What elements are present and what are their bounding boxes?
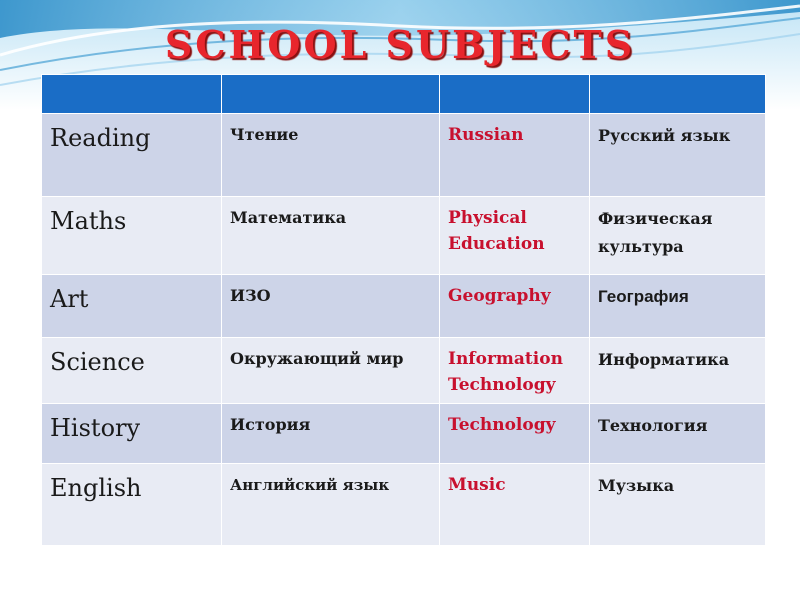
subject-russian: Физическая культура [590, 197, 766, 275]
subject-russian: Информатика [590, 338, 766, 404]
subject-english: Science [42, 338, 222, 404]
subject-english: Information Technology [440, 338, 590, 404]
subject-russian: История [222, 404, 440, 464]
subject-russian: Русский язык [590, 114, 766, 197]
subject-russian: Чтение [222, 114, 440, 197]
subject-english: Maths [42, 197, 222, 275]
subject-russian: География [590, 275, 766, 338]
table-row [42, 275, 766, 338]
subject-russian: Музыка [590, 464, 766, 546]
subject-english: Reading [42, 114, 222, 197]
header-cell [222, 75, 440, 114]
subject-russian: Математика [222, 197, 440, 275]
header-row [42, 75, 766, 114]
subjects-table [41, 74, 766, 546]
table-row [42, 197, 766, 275]
table-row [42, 114, 766, 197]
subject-russian: Технология [590, 404, 766, 464]
header-cell [590, 75, 766, 114]
subject-english: Music [440, 464, 590, 546]
subject-english: History [42, 404, 222, 464]
subject-english: Technology [440, 404, 590, 464]
header-cell [42, 75, 222, 114]
subject-english: Geography [440, 275, 590, 338]
table-row [42, 338, 766, 404]
subject-english: English [42, 464, 222, 546]
subject-english: Art [42, 275, 222, 338]
table-row [42, 404, 766, 464]
table-row [42, 464, 766, 546]
page-title: SCHOOL SUBJECTS [164, 22, 636, 67]
subject-english: Physical Education [440, 197, 590, 275]
header-cell [440, 75, 590, 114]
subject-russian: ИЗО [222, 275, 440, 338]
subject-russian: Английский язык [222, 464, 440, 546]
subject-english: Russian [440, 114, 590, 197]
subject-russian: Окружающий мир [222, 338, 440, 404]
